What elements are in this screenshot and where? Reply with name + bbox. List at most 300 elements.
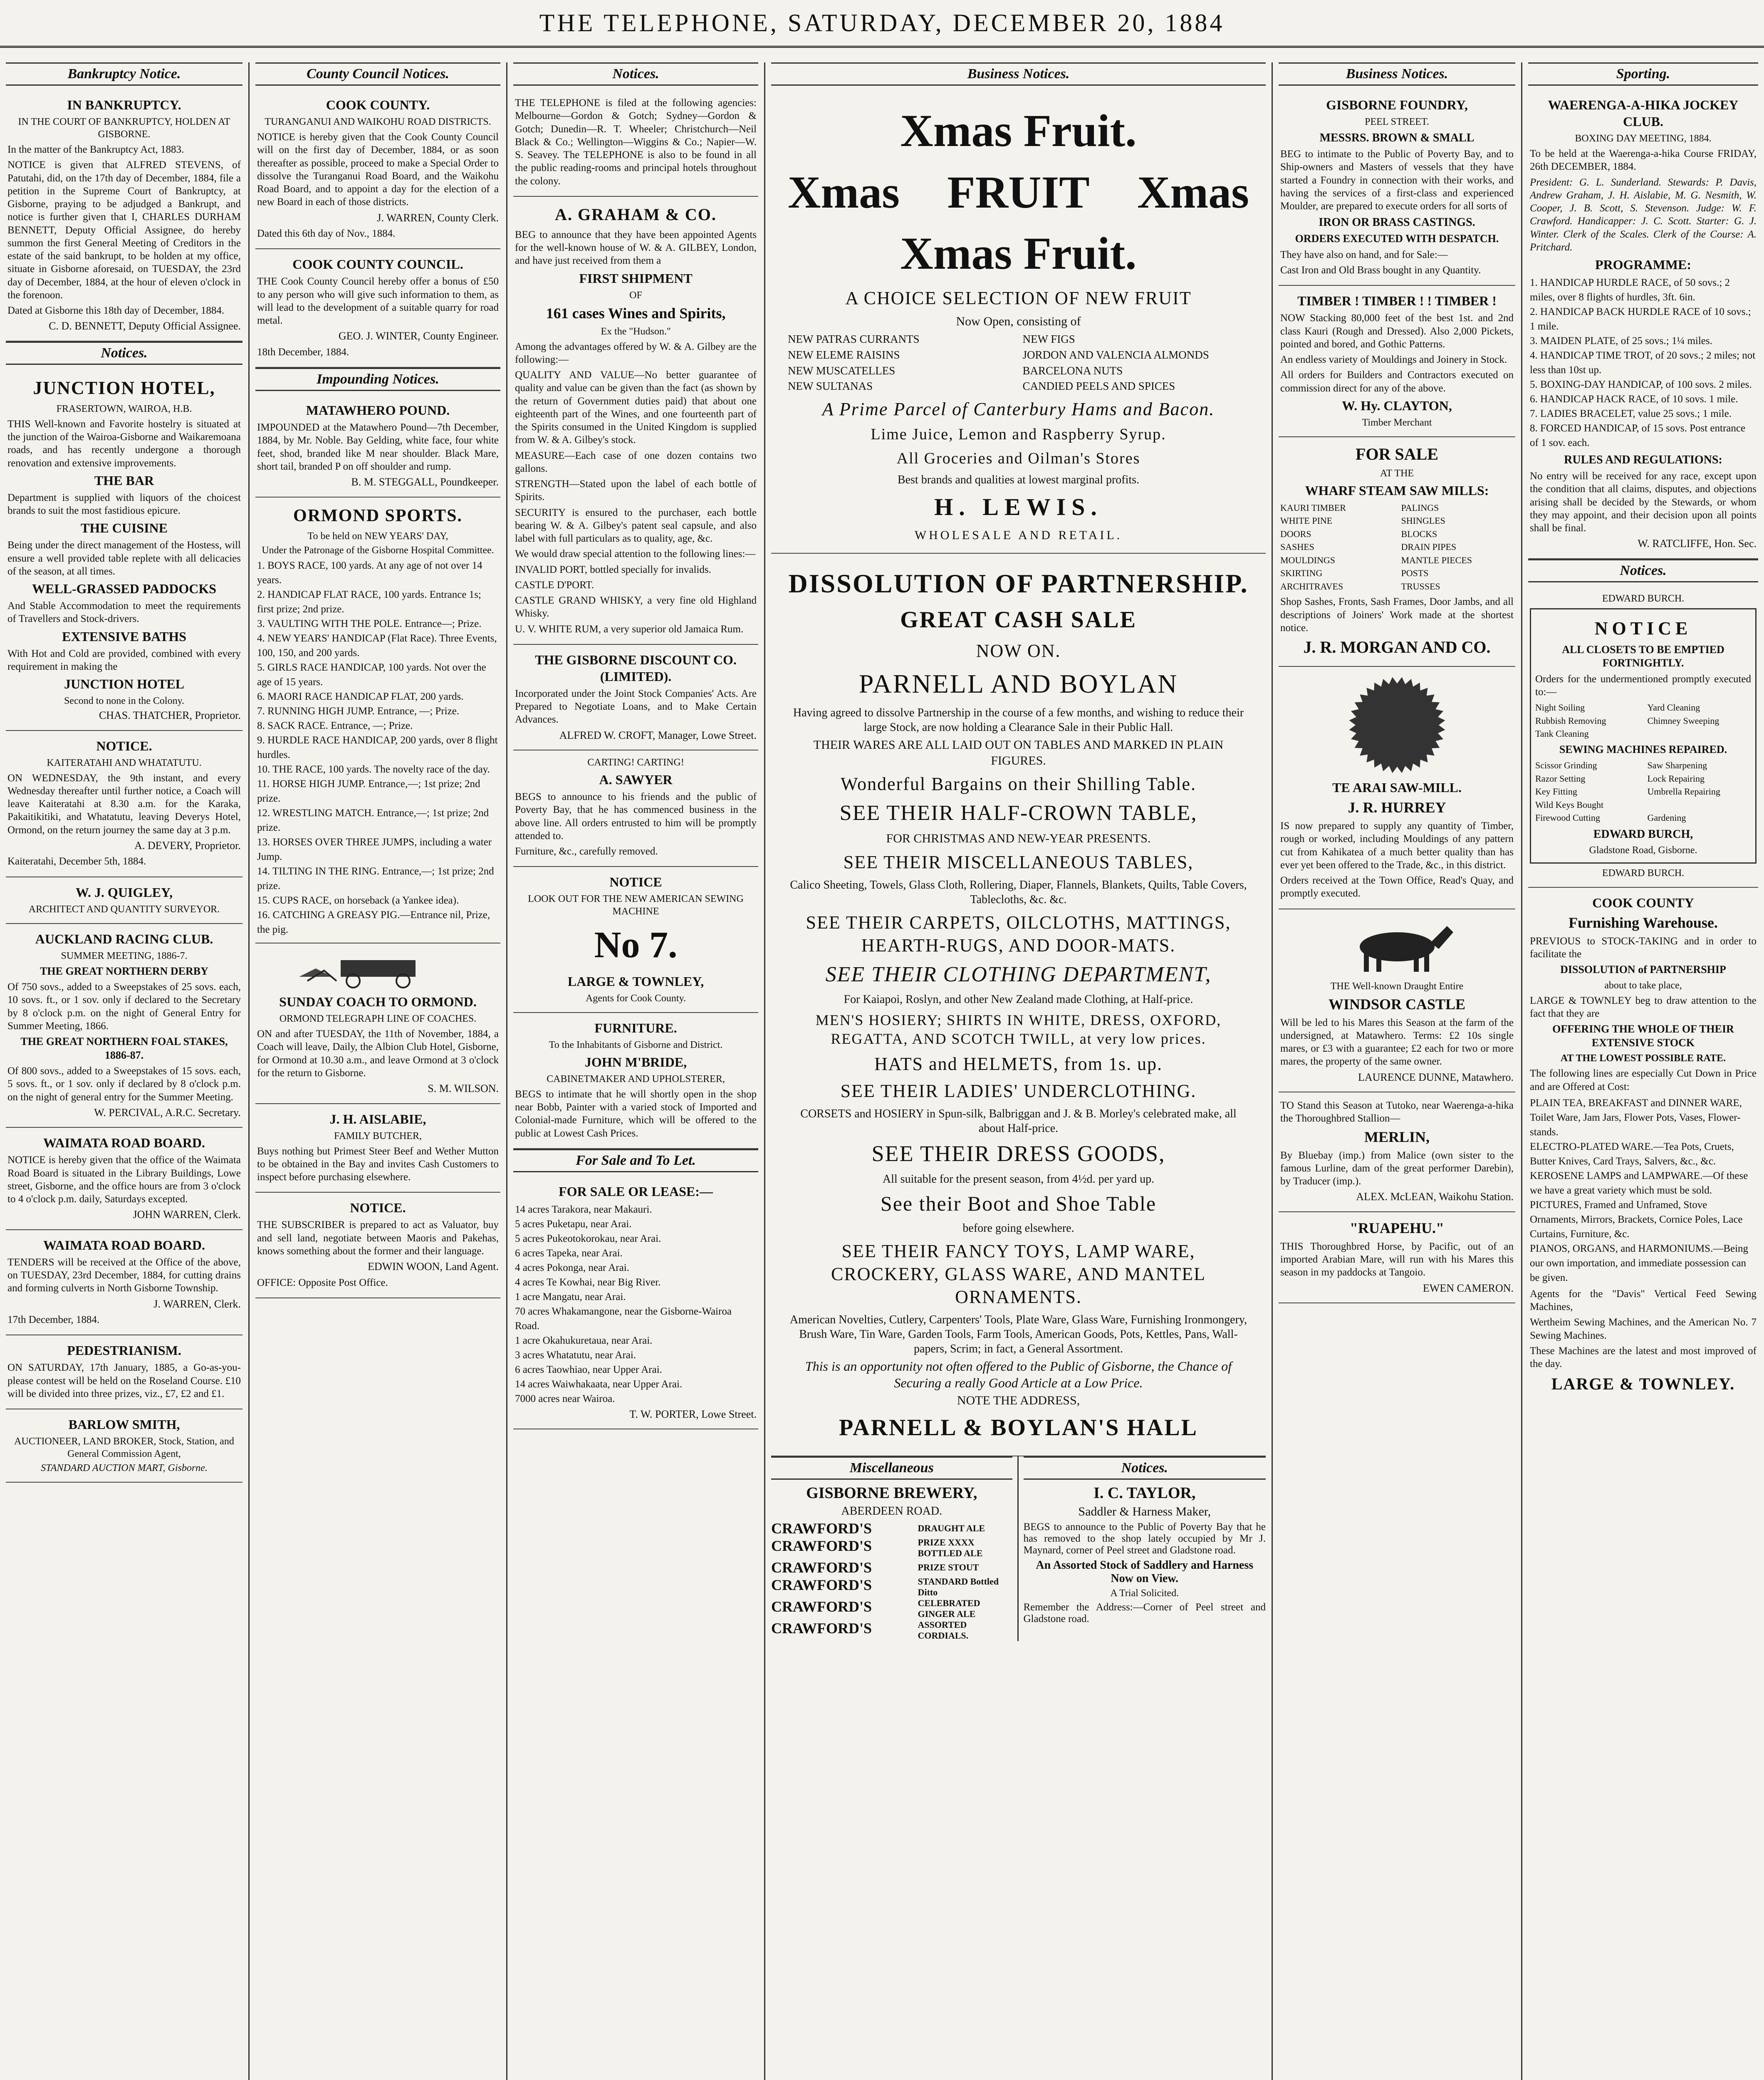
paddocks-heading: WELL-GRASSED PADDOCKS <box>32 581 217 596</box>
cash-sale: GREAT CASH SALE <box>900 607 1137 633</box>
cook1-body: NOTICE is hereby given that the Cook County Council will on the first day of December, 1884, or as soon thereafter as possible, proceed to make a Special Order to dissolve the Turanganui Road Board, and the Waikohu Road Board, and to appoint a day for the election of a new Board in each of those districts. <box>257 131 499 208</box>
jockey-sub: BOXING DAY MEETING, 1884. <box>1575 133 1712 144</box>
boot-sub: before going elsewhere. <box>962 1221 1074 1235</box>
warehouse-item: PICTURES, Framed and Unframed, Stove Ornaments, Mirrors, Brackets, Cornice Poles, Lace Curtains, Furniture, &c. <box>1530 1199 1743 1240</box>
warehouse-items <box>1530 1096 1757 1285</box>
foundry-ad <box>1279 90 1515 286</box>
xmas-line-2 <box>788 164 1249 221</box>
hats-line: HATS and HELMETS, from 1s. up. <box>874 1053 1163 1074</box>
cook2-body: THE Cook County Council hereby offer a bonus of £50 to any person who will give such information to them, as will lead to the development of a suitable quarry for road metal. <box>257 276 499 326</box>
now-on: NOW ON. <box>976 641 1061 661</box>
warehouse-item: PLAIN TEA, BREAKFAST and DINNER WARE, Toilet Ware, Jam Jars, Flower Pots, Vases, Flower-stands. <box>1530 1097 1742 1138</box>
impound-signature: B. M. STEGGALL, Poundkeeper. <box>351 476 499 488</box>
quigley-ad <box>6 877 242 924</box>
warehouse-ad <box>1528 888 1758 1404</box>
sports-event: 11. HORSE HIGH JUMP. Entrance,—; 1st prize; 2nd prize. <box>257 778 480 804</box>
baths-body: With Hot and Cold are provided, combined with every requirement in making the <box>7 648 241 672</box>
coach-body: ON WEDNESDAY, the 9th instant, and every Wednesday thereafter until further notice, a Coach will leave Kaiteratahi at 8.30 a.m. for the Karaka, Pakaitikitiki, and Whatatutu, leaving Deverys Hotel, Ormond, on the return journey the same day at 3 p.m. <box>7 772 241 836</box>
jockey-body: To be held at the Waerenga-a-hika Course FRIDAY, 26th DECEMBER, 1884. <box>1530 148 1757 173</box>
court-line: IN THE COURT OF BANKRUPTCY, HOLDEN AT GISBORNE. <box>18 116 230 140</box>
bankruptcy-notice <box>6 90 242 342</box>
taylor-block <box>1019 1456 1266 1641</box>
taylor-sub: Saddler & Harness Maker, <box>1078 1505 1211 1518</box>
merlin-ad <box>1279 1092 1515 1212</box>
fruit-item: CANDIED PEELS AND SPICES <box>1022 380 1175 393</box>
act-line: In the matter of the Bankruptcy Act, 1883. <box>7 144 184 155</box>
sale-item: 5 acres Pukeotokorokau, near Arai. <box>515 1233 661 1244</box>
sale-title: FOR SALE OR LEASE:— <box>559 1184 713 1199</box>
sale-item: 5 acres Puketapu, near Arai. <box>515 1218 632 1230</box>
timber-body: NOW Stacking 80,000 feet of the best 1st. and 2nd class Kauri (Rough and Dressed). Also 2,000 Pickets, pointed and bored, and Gothic Patterns. <box>1280 312 1514 350</box>
misc-tables: SEE THEIR MISCELLANEOUS TABLES, <box>843 852 1194 872</box>
shilling-table: Wonderful Bargains on their Shilling Table. <box>841 774 1196 794</box>
xmas-fruit-ad <box>771 90 1266 554</box>
woon-title: NOTICE. <box>350 1200 406 1216</box>
cook-county-notice <box>255 90 500 249</box>
jockey-officials: President: G. L. Sunderland. Stewards: P. Davis, Andrew Graham, J. H. Aislabie, M. G. Nesmith, W. Cooper, J. B. Scott, S. Stevenson. Judge: W. F. Crawford. Handicapper: J. C. Scott. Starter: G. J. Winter. Clerk of the Scales. Clerk of the Course: A. Pritchard. <box>1530 176 1757 253</box>
burch-orders: Orders for the undermentioned promptly executed to:— <box>1535 673 1751 698</box>
fruit-item: NEW ELEME RAISINS <box>788 348 900 361</box>
sawmill-product: POSTS <box>1401 568 1429 579</box>
coach-sub: KAITERATAHI AND WHATATUTU. <box>47 757 202 768</box>
halfcrown-table: SEE THEIR HALF-CROWN TABLE, <box>839 801 1197 825</box>
sports-event: 9. HURDLE RACE HANDICAP, 200 yards, over 8 flight hurdles. <box>257 735 498 760</box>
waimata-tenders <box>6 1230 242 1336</box>
col5-section-header: Business Notices. <box>1279 62 1515 86</box>
bar-heading: THE BAR <box>94 473 154 488</box>
burch-tool: Wild Keys Bought <box>1535 799 1604 810</box>
col6-notices-header: Notices. <box>1528 559 1758 582</box>
coach-notice <box>6 731 242 877</box>
foundry-sub: PEEL STREET. <box>1365 116 1429 127</box>
graham-p4: STRENGTH—Stated upon the label of each bottle of Spirits. <box>515 478 757 503</box>
machine-body: LOOK OUT FOR THE NEW AMERICAN SEWING MACHINE <box>528 894 744 917</box>
waimata-title: WAIMATA ROAD BOARD. <box>43 1135 205 1151</box>
ruapehu-title: "RUAPEHU." <box>1350 1219 1444 1236</box>
column-4 <box>765 62 1273 2080</box>
coach-engraving <box>257 952 499 989</box>
taylor-stock: An Assorted Stock of Saddlery and Harness Now on View. <box>1036 1559 1254 1585</box>
dress-goods: SEE THEIR DRESS GOODS, <box>871 1141 1165 1166</box>
sawmills-foot: Shop Sashes, Fronts, Sash Frames, Door Jambs, and all descriptions of Joiners' Work made at the shortest notice. <box>1280 596 1514 634</box>
horse-icon <box>1335 918 1460 976</box>
county-section-header: County Council Notices. <box>255 62 500 86</box>
sports-event: 4. NEW YEARS' HANDICAP (Flat Race). Three Events, 100, 150, and 200 yards. <box>257 633 497 659</box>
timber-signature: W. Hy. CLAYTON, <box>1342 398 1452 413</box>
dissolution-ad <box>771 554 1266 1456</box>
windsor-title: WINDSOR CASTLE <box>1328 995 1466 1013</box>
derby-heading: THE GREAT NORTHERN DERBY <box>40 965 208 977</box>
burch-service <box>1648 728 1752 740</box>
sawmill-product: SHINGLES <box>1401 515 1445 526</box>
sale-item: 14 acres Tarakora, near Makauri. <box>515 1203 652 1215</box>
taylor-address: Remember the Address:—Corner of Peel street and Gladstone road. <box>1023 1602 1266 1624</box>
sawyer-body: BEGS to announce to his friends and the public of Poverty Bay, that he has commenced business in the above line. All orders entrusted to him will be promptly attended to. <box>515 791 757 842</box>
burch-ad <box>1528 587 1758 888</box>
telephone-agencies <box>513 90 758 197</box>
sawmill-products <box>1280 502 1514 592</box>
junction-signature: CHAS. THATCHER, Proprietor. <box>99 709 241 721</box>
sawyer-ad <box>513 750 758 867</box>
choice-selection: A CHOICE SELECTION OF NEW FRUIT <box>845 287 1192 308</box>
burch-box <box>1530 608 1757 864</box>
burch-tool <box>1648 799 1752 811</box>
column-1 <box>0 62 250 2080</box>
jockey-club-ad <box>1528 90 1758 559</box>
waimata2-date: 17th December, 1884. <box>7 1314 100 1325</box>
derby-body: Of 750 sovs., added to a Sweepstakes of 25 sovs. each, 10 sovs. ft., or 1 sov. only if declared to the Secretary by 8 o'clock p.m. on the night of General Entry for Summer Meeting, 1866. <box>7 981 241 1032</box>
woon-office: OFFICE: Opposite Post Office. <box>257 1277 388 1288</box>
junction-place: FRASERTOWN, WAIROA, H.B. <box>56 403 192 414</box>
fruit-item: NEW MUSCATELLES <box>788 364 896 377</box>
machine-agent: Agents for Cook County. <box>585 993 686 1004</box>
warehouse-item: ELECTRO-PLATED WARE.—Tea Pots, Cruets, Butter Knives, Card Trays, Salvers, &c., &c. <box>1530 1141 1734 1167</box>
pedestrianism-body: ON SATURDAY, 17th January, 1885, a Go-as-you-please contest will be held on the Roseland Course. £10 will be divided into three prizes, viz., £7, £2 and £1. <box>7 1362 241 1399</box>
warehouse-sub: Furnishing Warehouse. <box>1569 914 1718 931</box>
burch-tool: Razor Setting <box>1535 773 1586 784</box>
rules-body: No entry will be received for any race, except upon the condition that all claims, disputes, and objections arising shall be decided by the Stewards, or whom they may appoint, and their decision upon all points shall be final. <box>1530 470 1757 534</box>
shipment-of: OF <box>629 290 642 301</box>
brewery-sub: ABERDEEN ROAD. <box>841 1505 943 1518</box>
brands-line: Best brands and qualities at lowest marginal profits. <box>897 473 1140 486</box>
graham-title: A. GRAHAM & CO. <box>555 205 717 224</box>
burch-tool: Saw Sharpening <box>1647 760 1707 771</box>
cook1-title: COOK COUNTY. <box>326 97 430 112</box>
brewery-product: DRAUGHT ALE <box>918 1523 985 1533</box>
foundry-orders: ORDERS EXECUTED WITH DESPATCH. <box>1295 233 1499 245</box>
warehouse-dis: DISSOLUTION of PARTNERSHIP <box>1560 963 1726 976</box>
first-shipment: FIRST SHIPMENT <box>579 270 693 286</box>
arai-body: IS now prepared to supply any quantity of Timber, rough or worked, including Mouldings of any pattern cut from Kahikatea of a much better quality than has ever yet been offered to the Trade, &c., in this district. <box>1280 820 1514 871</box>
pedestrianism-notice <box>6 1335 242 1409</box>
burch-tool: Firewood Cutting <box>1535 812 1600 823</box>
xmas-right: Xmas <box>1137 166 1249 218</box>
column-2 <box>250 62 507 2080</box>
sale-item: 4 acres Pokonga, near Arai. <box>515 1262 629 1273</box>
burch-service: Yard Cleaning <box>1647 702 1700 713</box>
sports-event: 7. RUNNING HIGH JUMP. Entrance, —; Prize. <box>257 706 460 717</box>
race-item: 7. LADIES BRACELET, value 25 sovs.; 1 mile. <box>1530 408 1732 419</box>
sewing-machine-ad <box>513 867 758 1013</box>
sale-item: 6 acres Tapeka, near Arai. <box>515 1247 623 1259</box>
sale-signature: T. W. PORTER, Lowe Street. <box>629 1408 757 1420</box>
graham-p9: CASTLE GRAND WHISKY, a very fine old Highland Whisky. <box>515 595 757 619</box>
woon-notice <box>255 1193 500 1298</box>
sports-event: 12. WRESTLING MATCH. Entrance,—; 1st prize; 2nd prize. <box>257 807 489 833</box>
sports-patron: Under the Patronage of the Gisborne Hospital Committee. <box>262 545 494 556</box>
column-5 <box>1273 62 1522 2080</box>
discount-signature: ALFRED W. CROFT, Manager, Lowe Street. <box>559 729 757 741</box>
warehouse-title: COOK COUNTY <box>1592 895 1694 910</box>
sports-event: 2. HANDICAP FLAT RACE, 100 yards. Entrance 1s; first prize; 2nd prize. <box>257 589 481 615</box>
ruapehu-ad <box>1279 1212 1515 1303</box>
col4-notices-header: Notices. <box>1024 1456 1266 1480</box>
cook2-date: 18th December, 1884. <box>257 346 349 358</box>
ruapehu-body: THIS Thoroughbred Horse, by Pacific, out of an imported Arabian Mare, will run with his Mares this season in my paddocks at Tangoio. <box>1280 1241 1514 1278</box>
wholesale-line: WHOLESALE AND RETAIL. <box>914 528 1123 542</box>
foundry-title: GISBORNE FOUNDRY, <box>1326 97 1468 112</box>
arai-title: TE ARAI SAW-MILL. <box>1332 780 1462 795</box>
race-item: 1. HANDICAP HURDLE RACE, of 50 sovs.; 2 miles, over 8 flights of hurdles, 3ft. 6in. <box>1530 277 1730 303</box>
dress-body: All suitable for the present season, from 4½d. per yard up. <box>882 1173 1155 1186</box>
timber-body2: An endless variety of Mouldings and Joinery in Stock. <box>1280 354 1507 365</box>
horse-engraving-1 <box>1280 918 1514 976</box>
sawmill-product: SASHES <box>1280 542 1314 552</box>
brewery-product: CELEBRATED GINGER ALE <box>918 1598 980 1619</box>
brewery-brand: CRAWFORD'S <box>771 1559 872 1576</box>
burch-service: Tank Cleaning <box>1535 728 1589 739</box>
opportunity-line: This is an opportunity not often offered to the Public of Gisborne, the Chance of Securing a really Good Article at a Low Price. <box>805 1358 1232 1390</box>
arai-sawmill-ad <box>1279 667 1515 909</box>
dissolution-intro: Having agreed to dissolve Partnership in the course of a few months, and wishing to reduce their large Stock, are now holding a Clearance Sale in their Public Hall. <box>793 706 1244 734</box>
burch-bottom: EDWARD BURCH. <box>1602 867 1685 879</box>
sale-lease-ad <box>513 1176 758 1430</box>
sawmills-ad <box>1279 437 1515 667</box>
race-item: 8. FORCED HANDICAP, of 15 sovs. Post entrance of 1 sov. each. <box>1530 423 1746 448</box>
jockey-title: WAERENGA-A-HIKA JOCKEY CLUB. <box>1548 97 1739 129</box>
sawmill-product: ARCHITRAVES <box>1280 581 1343 592</box>
graham-body: BEG to announce that they have been appointed Agents for the well-known house of W. & A. GILBEY, London, and have just received from them a <box>515 229 757 267</box>
coach2-sub: ORMOND TELEGRAPH LINE OF COACHES. <box>279 1013 477 1024</box>
warehouse-body: PREVIOUS to STOCK-TAKING and in order to facilitate the <box>1530 935 1757 960</box>
xmas-left: Xmas <box>788 166 900 218</box>
furniture-trade: CABINETMAKER AND UPHOLSTERER, <box>547 1073 725 1085</box>
burch-name: EDWARD BURCH, <box>1593 827 1693 841</box>
misc-body: Calico Sheeting, Towels, Glass Cloth, Rollering, Diaper, Flannels, Blankets, Quilts, Table Covers, Tablecloths, &c. &c. <box>790 878 1247 906</box>
cook1-sub: TURANGANUI AND WAIKOHU ROAD DISTRICTS. <box>265 116 491 127</box>
brewery-brand: CRAWFORD'S <box>771 1538 872 1554</box>
coach2-signature: S. M. WILSON. <box>428 1082 499 1094</box>
sale-item: 3 acres Whatatutu, near Arai. <box>515 1349 636 1361</box>
warehouse-body2: LARGE & TOWNLEY beg to draw attention to the fact that they are <box>1530 995 1757 1019</box>
warehouse-latest: These Machines are the latest and most improved of the day. <box>1530 1345 1757 1369</box>
coach-signature: A. DEVERY, Proprietor. <box>134 839 241 852</box>
sawmills-at: AT THE <box>1380 468 1414 479</box>
windsor-castle-ad <box>1279 909 1515 1093</box>
machine-title: NOTICE <box>609 874 662 890</box>
taylor-trial: A Trial Solicited. <box>1110 1588 1179 1599</box>
junction-hotel-ad <box>6 369 242 731</box>
sports-event: 14. TILTING IN THE RING. Entrance,—; 1st prize; 2nd prize. <box>257 866 494 891</box>
american-line: American Novelties, Cutlery, Carpenters' Tools, Plate Ware, Glass Ware, Furnishing Ironmongery, Brush Ware, Tin Ware, Garden Tools, Farm Tools, American Goods, Pots, Kettles, Pans, Wall-papers, Scrim; in fact, a General Assortment. <box>789 1313 1247 1355</box>
woon-body: THE SUBSCRIBER is prepared to act as Valuator, buy and sell land, negotiate between Maoris and Pakehas, knows something about the former and their language. <box>257 1219 499 1257</box>
barlow-mart: STANDARD AUCTION MART, Gisborne. <box>41 1463 208 1473</box>
cook2-title: COOK COUNTY COUNCIL. <box>292 257 463 272</box>
morgan-firm: J. R. MORGAN AND CO. <box>1303 638 1491 656</box>
bankruptcy-section-header: Bankruptcy Notice. <box>6 62 242 86</box>
mens-line: MEN'S HOSIERY; SHIRTS IN WHITE, DRESS, OXFORD, REGATTA, AND SCOTCH TWILL, at very low prices. <box>815 1011 1222 1047</box>
programme-heading: PROGRAMME: <box>1595 257 1692 272</box>
merlin-sub: TO Stand this Season at Tutoko, near Waerenga-a-hika the Thoroughbred Stallion— <box>1280 1100 1514 1124</box>
impounding-section-header: Impounding Notices. <box>255 368 500 391</box>
hall-line: PARNELL & BOYLAN'S HALL <box>839 1415 1198 1441</box>
sale-item: 70 acres Whakamangone, near the Gisborne-Wairoa Road. <box>515 1305 732 1332</box>
waimata-signature: JOHN WARREN, Clerk. <box>133 1208 241 1221</box>
burch-tool: Key Fitting <box>1535 786 1577 797</box>
burch-tool: Scissor Grinding <box>1535 760 1597 771</box>
waimata2-body: TENDERS will be received at the Office of the above, on TUESDAY, 23rd December, 1884, for cutting drains and forming culverts in North Gisborne Township. <box>7 1256 241 1294</box>
junction-body: THIS Well-known and Favorite hostelry is situated at the junction of the Wairoa-Gisborne and Waikaremoana roads, and has recently undergone a thorough renovation and extensive improvements. <box>7 418 241 469</box>
foundry-firm: MESSRS. BROWN & SMALL <box>1319 131 1475 144</box>
graham-p8: CASTLE D'PORT. <box>515 579 594 591</box>
aislabie-body: Buys nothing but Primest Steer Beef and Wether Mutton to be obtained in the Bay and invites Cash Customers to inspect before purchasing elsewhere. <box>257 1145 499 1183</box>
col4-section-header: Business Notices. <box>771 62 1266 86</box>
carpets-line: SEE THEIR CARPETS, OILCLOTHS, MATTINGS, HEARTH-RUGS, AND DOOR-MATS. <box>806 912 1231 956</box>
cook2-signature: GEO. J. WINTER, County Engineer. <box>338 330 499 342</box>
impound-title: MATAWHERO POUND. <box>306 403 450 418</box>
xmas-fruit-word: FRUIT <box>947 166 1090 218</box>
jockey-signature: W. RATCLIFFE, Hon. Sec. <box>1638 537 1757 550</box>
coach2-title: SUNDAY COACH TO ORMOND. <box>279 994 477 1009</box>
foundry-cast: Cast Iron and Old Brass bought in any Quantity. <box>1280 265 1481 276</box>
cook1-date: Dated this 6th day of Nov., 1884. <box>257 228 396 239</box>
burch-tool: Umbrella Repairing <box>1647 786 1720 797</box>
sawblade-engraving <box>1280 675 1514 775</box>
sports-event: 1. BOYS RACE, 100 yards. At any age of not over 14 years. <box>257 560 482 586</box>
impound-notice <box>255 395 500 498</box>
sports-event: 6. MAORI RACE HANDICAP FLAT, 200 yards. <box>257 691 464 702</box>
timber-title: TIMBER ! TIMBER ! ! TIMBER ! <box>1297 293 1497 309</box>
warehouse-lines: The following lines are especially Cut Down in Price and are Offered at Cost: <box>1530 1068 1757 1092</box>
cuisine-heading: THE CUISINE <box>81 520 168 536</box>
woon-signature: EDWIN WOON, Land Agent. <box>367 1260 499 1273</box>
furniture-sub: To the Inhabitants of Gisborne and District. <box>549 1039 723 1050</box>
sports-event: 8. SACK RACE. Entrance, —; Prize. <box>257 720 413 731</box>
brewery-title: GISBORNE BREWERY, <box>806 1484 977 1502</box>
machine-signature: LARGE & TOWNLEY, <box>567 973 704 989</box>
sawmill-product: PALINGS <box>1401 502 1439 513</box>
ex-hudson: Ex the "Hudson." <box>601 326 671 337</box>
barlow-body: AUCTIONEER, LAND BROKER, Stock, Station, and General Commission Agent, <box>14 1436 234 1459</box>
graham-p3: MEASURE—Each case of one dozen contains two gallons. <box>515 450 757 474</box>
sale-item: 1 acre Okahukuretaua, near Arai. <box>515 1335 653 1346</box>
brewery-brand: CRAWFORD'S <box>771 1520 872 1537</box>
merlin-signature: ALEX. McLEAN, Waikohu Station. <box>1356 1191 1514 1203</box>
aislabie-sub: FAMILY BUTCHER, <box>334 1130 422 1142</box>
groceries-line: All Groceries and Oilman's Stores <box>896 449 1141 467</box>
burch-closets: ALL CLOSETS TO BE EMPTIED FORTNIGHTLY. <box>1562 643 1724 669</box>
bankruptcy-title: IN BANKRUPTCY. <box>67 97 181 112</box>
waimata2-signature: J. WARREN, Clerk. <box>153 1298 241 1310</box>
windsor-signature: LAURENCE DUNNE, Matawhero. <box>1358 1071 1514 1083</box>
race-item: 6. HANDICAP HACK RACE, of 10 sovs. 1 mile. <box>1530 394 1738 405</box>
burch-tool: Lock Repairing <box>1647 773 1705 784</box>
race-item: 2. HANDICAP BACK HURDLE RACE of 10 sovs.; 1 mile. <box>1530 306 1751 332</box>
bankruptcy-body: NOTICE is given that ALFRED STEVENS, of Patutahi, did, on the 17th day of December, 1884, file a petition in the Supreme Court of Bankruptcy, at Gisborne, praying to be adjudged a Bankrupt, and notice is further given that I, CHARLES DURHAM BENNETT, Deputy Official Assignee, do hereby summon the first General Meeting of Creditors in the estate of the said bankrupt, to be holden at my office, situate in Gisborne aforesaid, on TUESDAY, the 23rd day of December, 1884, at the hour of eleven o'clock in the forenoon. <box>7 159 241 301</box>
brewery-product: PRIZE STOUT <box>918 1562 979 1572</box>
aislabie-ad <box>255 1104 500 1193</box>
taylor-body: BEGS to announce to the Public of Poverty Bay that he has removed to the shop lately occupied by Mr J. Maynard, corner of Peel street and Gladstone road. <box>1023 1521 1266 1556</box>
sale-item: 7000 acres near Wairoa. <box>515 1393 615 1404</box>
brewery-brand: CRAWFORD'S <box>771 1598 872 1615</box>
misc-block <box>771 1456 1019 1641</box>
lewis-name: H. LEWIS. <box>934 493 1103 520</box>
foundry-stock: They have also on hand, and for Sale:— <box>1280 249 1448 260</box>
timber-body3: All orders for Builders and Contractors executed on commission direct for any of the above. <box>1280 369 1514 394</box>
burch-service: Chimney Sweeping <box>1647 715 1719 726</box>
race-item: 4. HANDICAP TIME TROT, of 20 sovs.; 2 miles; not less than 10st up. <box>1530 350 1756 376</box>
sale-item: 14 acres Waiwhakaata, near Upper Arai. <box>515 1378 683 1390</box>
waimata-body: NOTICE is hereby given that the office of the Waimata Road Board is situated in the Library Buildings, Lowe street, Gisborne, and the office hours are from 3 o'clock to 4 o'clock p.m. daily, Saturdays excepted. <box>7 1154 241 1205</box>
warehouse-wertheim: Wertheim Sewing Machines, and the American No. 7 Sewing Machines. <box>1530 1317 1757 1341</box>
cook-council-notice <box>255 249 500 368</box>
burch-notice: NOTICE <box>1594 618 1692 639</box>
brewery-product: PRIZE XXXX BOTTLED ALE <box>918 1537 983 1558</box>
racing-signature: W. PERCIVAL, A.R.C. Secretary. <box>94 1106 241 1119</box>
baths-heading: EXTENSIVE BATHS <box>62 629 187 644</box>
brewery-brand: CRAWFORD'S <box>771 1577 872 1593</box>
rules-heading: RULES AND REGULATIONS: <box>1564 453 1722 466</box>
sports-event-list <box>257 558 499 937</box>
fancy-line: SEE THEIR FANCY TOYS, LAMP WARE, CROCKERY, GLASS WARE, AND MANTEL ORNAMENTS. <box>831 1241 1206 1307</box>
ruapehu-signature: EWEN CAMERON. <box>1423 1282 1514 1294</box>
foal-heading: THE GREAT NORTHERN FOAL STAKES, 1886-87. <box>20 1035 228 1061</box>
burch-service: Night Soiling <box>1535 702 1585 713</box>
fruit-list <box>788 332 1249 394</box>
sale-section-header: For Sale and To Let. <box>513 1149 758 1172</box>
sawyer-extra: Furniture, &c., carefully removed. <box>515 846 658 857</box>
foal-body: Of 800 sovs., added to a Sweepstakes of 15 sovs. each, 5 sovs. ft., or 1 sov. only if declared by 8 o'clock p.m. on the night of general entry for the Summer Meeting. <box>7 1065 241 1103</box>
sawyer-title: A. SAWYER <box>599 772 673 787</box>
barlow-ad <box>6 1409 242 1483</box>
warehouse-about: about to take place, <box>1604 980 1682 991</box>
graham-ad <box>513 197 758 645</box>
sawmill-product: DOORS <box>1280 528 1311 539</box>
windsor-sub: THE Well-known Draught Entire <box>1330 981 1464 992</box>
clothing-body: For Kaiapoi, Roslyn, and other New Zealand made Clothing, at Half-price. <box>844 993 1193 1006</box>
sawmills-mill: WHARF STEAM SAW MILLS: <box>1305 483 1489 498</box>
coach-illustration-icon <box>291 952 465 989</box>
telephone-body: THE TELEPHONE is filed at the following agencies: Melbourne—Gordon & Gotch; Sydney—Gordon & Gotch; Dunedin—R. T. Wheeler; Christchurch—Neil Black & Co.; Wellington—Wiggins & Co.; Napier—W. S. Seavey. The TELEPHONE is also to be found in all the public reading-rooms and principal hotels throughout the colony. <box>515 97 757 187</box>
hams-line: A Prime Parcel of Canterbury Hams and Bacon. <box>822 399 1215 419</box>
sawblade-icon <box>1347 675 1447 775</box>
sports-event: 10. THE RACE, 100 yards. The novelty race of the day. <box>257 764 490 775</box>
sawmill-product: BLOCKS <box>1401 528 1437 539</box>
dissolution-title: DISSOLUTION OF PARTNERSHIP. <box>788 569 1249 598</box>
arai-body2: Orders received at the Town Office, Read's Quay, and promptly executed. <box>1280 875 1514 899</box>
warehouse-agents: Agents for the "Davis" Vertical Feed Sewing Machines, <box>1530 1288 1757 1312</box>
col4-bottom-row <box>771 1456 1266 1641</box>
misc-section-header: Miscellaneous <box>771 1456 1012 1480</box>
junction-title-2: JUNCTION HOTEL <box>64 676 184 691</box>
burch-addr: Gladstone Road, Gisborne. <box>1589 844 1697 856</box>
burch-top: EDWARD BURCH. <box>1602 593 1685 604</box>
cook1-signature: J. WARREN, County Clerk. <box>377 211 499 224</box>
sawmill-product: TRUSSES <box>1401 581 1440 592</box>
race-programme <box>1530 275 1757 450</box>
racing-club-ad <box>6 924 242 1128</box>
sunday-coach-ad <box>255 943 500 1104</box>
discount-body: Incorporated under the Joint Stock Companies' Acts. Are Prepared to Negotiate Loans, and to Make Certain Advances. <box>515 688 757 726</box>
column-3 <box>507 62 765 2080</box>
brewery-brand: CRAWFORD'S <box>771 1620 872 1637</box>
sale-item: 4 acres Te Kowhai, near Big River. <box>515 1276 661 1288</box>
impound-body: IMPOUNDED at the Matawhero Pound—7th December, 1884, by Mr. Noble. Bay Gelding, white face, four white feet, shod, branded like M near shoulder. Black Mare, short tail, branded P on off shoulder and rump. <box>257 422 499 472</box>
sale-item: 6 acres Taowhiao, near Upper Arai. <box>515 1364 662 1375</box>
fruit-item: JORDON AND VALENCIA ALMONDS <box>1022 348 1209 361</box>
bankruptcy-dated: Dated at Gisborne this 18th day of December, 1884. <box>7 305 225 316</box>
barlow-title: BARLOW SMITH, <box>68 1417 180 1432</box>
merlin-body: By Bluebay (imp.) from Malice (own sister to the famous Lurline, dam of the great performer Darebin), by Traducer (imp.). <box>1280 1149 1514 1187</box>
sawmill-product: MANTLE PIECES <box>1401 555 1472 565</box>
discount-title: THE GISBORNE DISCOUNT CO. (LIMITED). <box>535 652 737 684</box>
masthead: THE TELEPHONE, SATURDAY, DECEMBER 20, 1884 <box>0 0 1764 48</box>
sawmill-product: DRAIN PIPES <box>1401 542 1457 552</box>
warehouse-item: KEROSENE LAMPS and LAMPWARE.—Of these we have a great variety which must be sold. <box>1530 1170 1748 1196</box>
corsets-line: CORSETS and HOSIERY in Spun-silk, Balbriggan and J. & B. Morley's celebrated make, all about Half-price. <box>800 1107 1237 1135</box>
race-item: 5. BOXING-DAY HANDICAP, of 100 sovs. 2 miles. <box>1530 379 1752 390</box>
sports-sub: To be held on NEW YEARS' DAY, <box>307 531 448 542</box>
